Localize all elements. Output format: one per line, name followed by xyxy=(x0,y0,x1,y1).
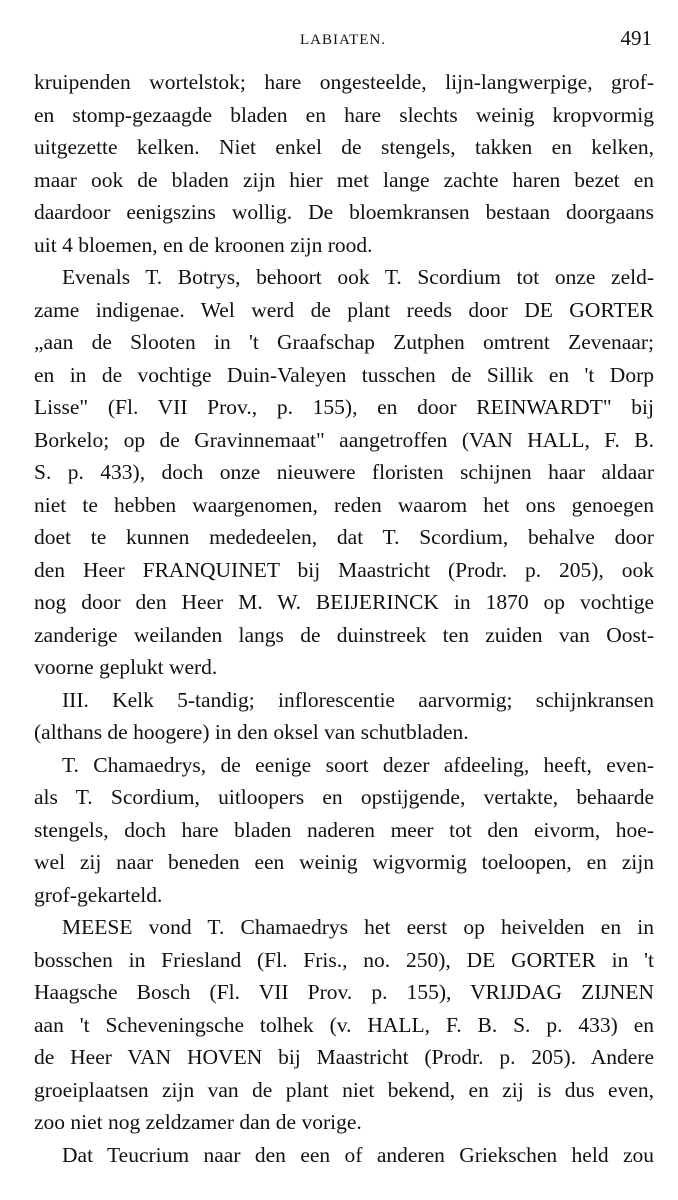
text-line: aan 't Scheveningsche tolhek (v. HALL, F. B. S. p. 433) en xyxy=(34,1012,654,1037)
text-line: voorne geplukt werd. xyxy=(34,655,218,679)
text-line: S. p. 433), doch onze nieuwere floristen schijnen haar aldaar xyxy=(34,460,654,484)
text-line: T. Chamaedrys, de eenige soort dezer afdeeling, heeft, even- xyxy=(62,752,654,777)
text-line: doet te kunnen mededeelen, dat T. Scordium, behalve door xyxy=(34,525,654,549)
page-number: 491 xyxy=(620,26,652,50)
text-line: Borkelo; op de Gravinnemaat" aangetroffen (VAN HALL, F. B. xyxy=(34,427,654,452)
text-line: nog door den Heer M. W. BEIJERINCK in 1870 op vochtige xyxy=(34,590,654,614)
text-line: Haagsche Bosch (Fl. VII Prov. p. 155), VRIJDAG ZIJNEN xyxy=(34,980,654,1004)
running-title: LABIATEN. xyxy=(299,32,387,48)
text-line: uit 4 bloemen, en de kroonen zijn rood. xyxy=(34,232,373,257)
text-line: als T. Scordium, uitloopers en opstijgende, vertakte, behaarde xyxy=(34,785,654,809)
text-line: en stomp-gezaagde bladen en hare slechts weinig kropvormig xyxy=(34,102,654,127)
text-line: MEESE vond T. Chamaedrys het eerst op heivelden en in xyxy=(62,915,654,939)
text-line: wel zij naar beneden een weinig wigvormig toeloopen, en zijn xyxy=(34,850,654,874)
text-line: „aan de Slooten in 't Graafschap Zutphen omtrent Zevenaar; xyxy=(34,330,654,354)
text-line: grof-gekarteld. xyxy=(34,882,163,907)
text-line: (althans de hoogere) in den oksel van schutbladen. xyxy=(34,720,469,744)
text-line: den Heer FRANQUINET bij Maastricht (Prodr. p. 205), ook xyxy=(34,557,654,582)
text-line: stengels, doch hare bladen naderen meer tot den eivorm, hoe- xyxy=(34,817,654,842)
running-head xyxy=(34,26,652,58)
text-line: en in de vochtige Duin-Valeyen tusschen de Sillik en 't Dorp xyxy=(34,362,654,387)
body-text xyxy=(34,66,654,1171)
text-line: niet te hebben waargenomen, reden waarom het ons genoegen xyxy=(34,492,654,517)
text-line: maar ook de bladen zijn hier met lange zachte haren bezet en xyxy=(34,167,654,192)
text-line: uitgezette kelken. Niet enkel de stengels, takken en kelken, xyxy=(34,135,654,159)
text-line: III. Kelk 5-tandig; inflorescentie aarvormig; schijnkransen xyxy=(62,687,654,712)
text-line: Dat Teucrium naar den een of anderen Griekschen held zou xyxy=(62,1142,654,1167)
text-line: de Heer VAN HOVEN bij Maastricht (Prodr. p. 205). Andere xyxy=(34,1045,654,1069)
text-line: daardoor eenigszins wollig. De bloemkransen bestaan doorgaans xyxy=(34,200,654,224)
text-line: zanderige weilanden langs de duinstreek ten zuiden van Oost- xyxy=(34,622,654,647)
text-line: zame indigenae. Wel werd de plant reeds door DE GORTER xyxy=(34,297,654,322)
text-line: Lisse" (Fl. VII Prov., p. 155), en door REINWARDT" bij xyxy=(34,395,654,419)
text-line: Evenals T. Botrys, behoort ook T. Scordium tot onze zeld- xyxy=(62,265,654,289)
text-line: groeiplaatsen zijn van de plant niet bekend, en zij is dus even, xyxy=(34,1077,654,1102)
text-line: zoo niet nog zeldzamer dan de vorige. xyxy=(34,1110,362,1134)
text-line: kruipenden wortelstok; hare ongesteelde, lijn-langwerpige, grof- xyxy=(34,70,654,94)
text-line: bosschen in Friesland (Fl. Fris., no. 250), DE GORTER in 't xyxy=(34,947,654,972)
